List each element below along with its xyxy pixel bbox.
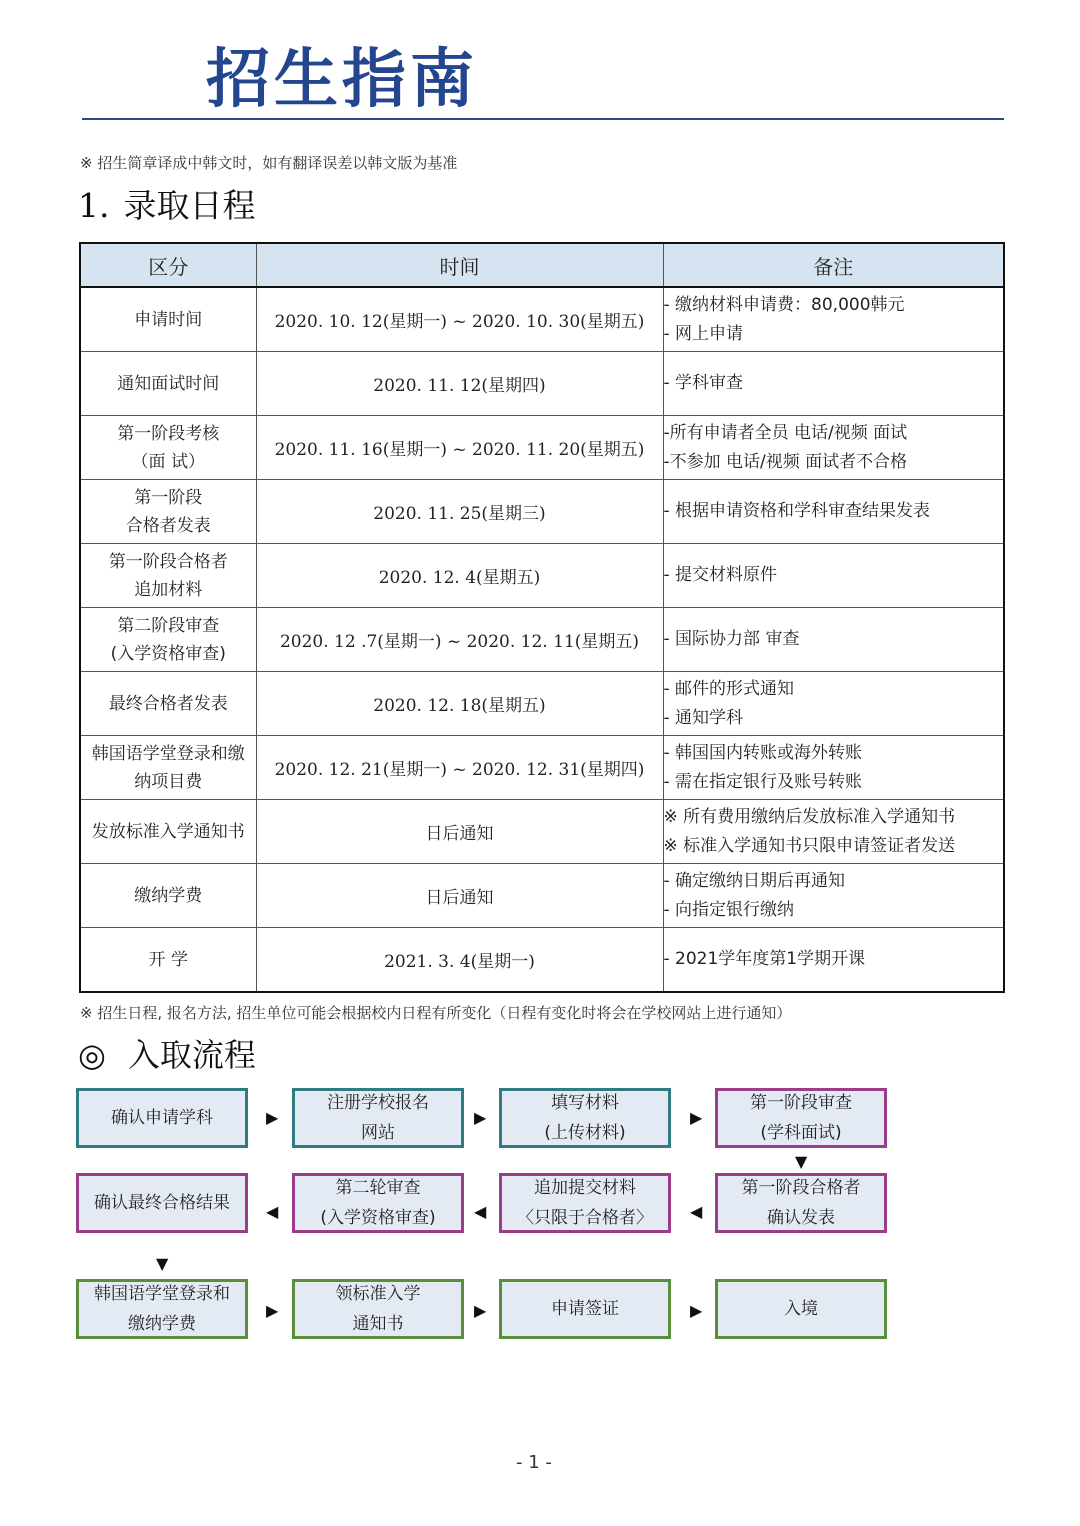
table-row (80, 608, 1004, 672)
arrow-down-icon: ▼ (795, 1152, 808, 1171)
remark-line: ※ 所有费用缴纳后发放标准入学通知书 (663, 806, 956, 827)
category-line: 开 学 (148, 949, 188, 970)
page-number: - 1 - (516, 1452, 552, 1473)
remark-line: - 根据申请资格和学科审查结果发表 (663, 501, 931, 521)
header-divider (82, 118, 1004, 120)
flow-step-language-school-fee (76, 1279, 248, 1339)
table-row (80, 544, 1004, 608)
cell-time: 2020. 12 .7(星期一) ~ 2020. 12. 11(星期五) (256, 608, 663, 672)
cell-category (80, 480, 256, 544)
remark-line: - 韩国国内转账或海外转账 (663, 742, 863, 763)
cell-category (80, 800, 256, 864)
cell-remarks (663, 608, 1004, 672)
category-line: 第一阶段合格者 (108, 551, 228, 572)
remark-line: - 缴纳材料申请费：80,000韩元 (663, 294, 905, 315)
remark-line: - 学科审查 (663, 373, 744, 393)
cell-time: 2020. 12. 21(星期一) ~ 2020. 12. 31(星期四) (256, 736, 663, 800)
flow-step-label: (入学资格审查) (320, 1208, 436, 1228)
category-line: 通知面试时间 (117, 373, 220, 394)
flow-step-label: 确认最终合格结果 (94, 1193, 230, 1213)
cell-time: 2020. 10. 12(星期一) ~ 2020. 10. 30(星期五) (256, 287, 663, 352)
table-row (80, 736, 1004, 800)
remark-line: - 2021学年度第1学期开课 (663, 949, 866, 969)
flow-step-label: 通知书 (352, 1314, 404, 1334)
flow-step-label: 领标准入学 (335, 1284, 421, 1304)
cell-remarks (663, 672, 1004, 736)
cell-category (80, 287, 256, 352)
table-row (80, 480, 1004, 544)
cell-remarks (663, 928, 1004, 993)
table-row (80, 416, 1004, 480)
cell-time: 2020. 12. 18(星期五) (256, 672, 663, 736)
flow-step-label: 第一阶段合格者 (741, 1178, 861, 1198)
category-line: 合格者发表 (125, 515, 211, 536)
cell-time: 日后通知 (256, 800, 663, 864)
flow-step-label: 注册学校报名 (327, 1093, 429, 1113)
section-2-heading (78, 1030, 256, 1076)
flow-step-first-pass-announce (715, 1173, 887, 1233)
cell-category (80, 736, 256, 800)
remark-line: - 向指定银行缴纳 (663, 899, 795, 920)
flow-step-label: 缴纳学费 (128, 1314, 196, 1334)
flow-step-label: 网站 (361, 1123, 395, 1143)
flow-step-final-result (76, 1173, 248, 1233)
section-1-number: 1. (78, 186, 110, 225)
flow-step-first-review (715, 1088, 887, 1148)
header-time: 时间 (256, 243, 663, 287)
table-row (80, 800, 1004, 864)
cell-remarks (663, 544, 1004, 608)
cell-time: 2020. 11. 25(星期三) (256, 480, 663, 544)
page-title: 招生指南 (206, 43, 478, 117)
arrow-right-icon: ▶ (690, 1301, 703, 1320)
arrow-right-icon: ▶ (474, 1108, 487, 1127)
schedule-change-note: ※ 招生日程, 报名方法, 招生单位可能会根据校内日程有所变化（日程有变化时将会在学校网站上进行通知） (80, 1004, 792, 1022)
arrow-down-icon: ▼ (156, 1254, 169, 1273)
table-row (80, 864, 1004, 928)
category-line: 申请时间 (134, 309, 203, 330)
arrow-right-icon: ▶ (266, 1108, 279, 1127)
flow-step-register-site (292, 1088, 464, 1148)
cell-remarks (663, 287, 1004, 352)
category-line: 最终合格者发表 (108, 693, 228, 714)
flow-step-label: 确认发表 (767, 1208, 835, 1228)
cell-remarks (663, 352, 1004, 416)
cell-category (80, 352, 256, 416)
remark-line: ※ 标准入学通知书只限申请签证者发送 (663, 835, 956, 856)
flow-step-label: 申请签证 (551, 1299, 619, 1319)
arrow-left-icon: ◀ (474, 1202, 487, 1221)
cell-time: 日后通知 (256, 864, 663, 928)
remark-line: - 网上申请 (663, 323, 744, 344)
flow-step-label: (学科面试) (760, 1123, 842, 1143)
flow-step-label: 第二轮审查 (335, 1178, 421, 1198)
cell-time: 2020. 12. 4(星期五) (256, 544, 663, 608)
category-line: （面 试） (131, 451, 205, 472)
category-line: 追加材料 (134, 579, 203, 600)
table-row (80, 672, 1004, 736)
table-row (80, 928, 1004, 993)
table-row (80, 287, 1004, 352)
cell-time: 2020. 11. 12(星期四) (256, 352, 663, 416)
section-1-heading (78, 180, 256, 227)
category-line: 第一阶段 (134, 487, 203, 508)
arrow-right-icon: ▶ (266, 1301, 279, 1320)
cell-category (80, 608, 256, 672)
arrow-right-icon: ▶ (690, 1108, 703, 1127)
flow-step-label: 填写材料 (551, 1093, 619, 1113)
remark-line: -不参加 电话/视频 面试者不合格 (663, 451, 908, 472)
section-2-title: 入取流程 (127, 1036, 256, 1074)
flow-step-apply-visa (499, 1279, 671, 1339)
cell-remarks (663, 736, 1004, 800)
cell-category (80, 672, 256, 736)
flow-step-label: (上传材料) (544, 1123, 626, 1143)
cell-category (80, 416, 256, 480)
flow-step-label: 追加提交材料 (534, 1178, 636, 1198)
cell-remarks (663, 416, 1004, 480)
flow-step-fill-materials (499, 1088, 671, 1148)
flow-step-additional-materials (499, 1173, 671, 1233)
arrow-right-icon: ▶ (474, 1301, 487, 1320)
flow-step-confirm-major (76, 1088, 248, 1148)
category-line: 第一阶段考核 (117, 423, 220, 444)
cell-remarks (663, 864, 1004, 928)
flow-step-label: 〈只限于合格者〉 (517, 1208, 653, 1228)
remark-line: -所有申请者全员 电话/视频 面试 (663, 422, 908, 443)
schedule-table (79, 242, 1005, 993)
category-line: 第二阶段审查 (117, 615, 220, 636)
translation-note: ※ 招生简章译成中韩文时，如有翻译误差以韩文版为基准 (80, 154, 458, 172)
cell-category (80, 544, 256, 608)
cell-category (80, 928, 256, 993)
category-line: 韩国语学堂登录和缴 (91, 743, 245, 764)
section-2-symbol: ◎ (78, 1036, 106, 1074)
category-line: (入学资格审查) (110, 643, 226, 664)
flow-step-admission-letter (292, 1279, 464, 1339)
header-remarks: 备注 (663, 243, 1004, 287)
cell-time: 2021. 3. 4(星期一) (256, 928, 663, 993)
cell-time: 2020. 11. 16(星期一) ~ 2020. 11. 20(星期五) (256, 416, 663, 480)
cell-remarks (663, 480, 1004, 544)
remark-line: - 邮件的形式通知 (663, 678, 795, 699)
remark-line: - 提交材料原件 (663, 565, 778, 585)
table-row (80, 352, 1004, 416)
remark-line: - 确定缴纳日期后再通知 (663, 870, 846, 891)
category-line: 缴纳学费 (134, 885, 203, 906)
flow-step-entry (715, 1279, 887, 1339)
arrow-left-icon: ◀ (266, 1202, 279, 1221)
category-line: 发放标准入学通知书 (91, 821, 245, 842)
header-category: 区分 (80, 243, 256, 287)
flow-step-label: 入境 (784, 1299, 818, 1319)
table-header-row (80, 243, 1004, 287)
remark-line: - 通知学科 (663, 707, 744, 728)
category-line: 纳项目费 (134, 771, 203, 792)
arrow-left-icon: ◀ (690, 1202, 703, 1221)
remark-line: - 国际协力部 审查 (663, 629, 800, 649)
remark-line: - 需在指定银行及账号转账 (663, 771, 863, 792)
flow-step-label: 韩国语学堂登录和 (94, 1284, 230, 1304)
flow-step-label: 第一阶段审查 (750, 1093, 852, 1113)
cell-remarks (663, 800, 1004, 864)
flow-step-label: 确认申请学科 (111, 1108, 213, 1128)
cell-category (80, 864, 256, 928)
flow-step-second-review (292, 1173, 464, 1233)
section-1-title: 录取日程 (123, 186, 256, 225)
